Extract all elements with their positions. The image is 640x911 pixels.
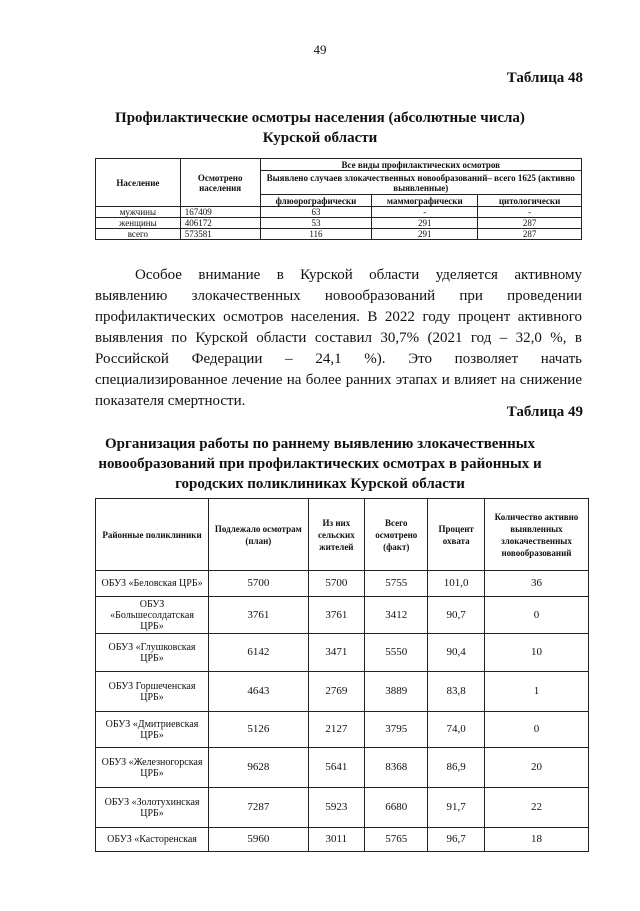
t49-cell: 5923 xyxy=(308,788,365,828)
t49-cell-clinic: ОБУЗ «Золотухинская ЦРБ» xyxy=(96,788,209,828)
t49-cell-clinic: ОБУЗ «Большесолдатская ЦРБ» xyxy=(96,597,209,634)
table-row xyxy=(96,597,589,634)
t49-cell-clinic: ОБУЗ «Касторенская xyxy=(96,828,209,852)
table-row xyxy=(96,218,582,229)
t48-cell: - xyxy=(478,207,582,218)
t48-cell: - xyxy=(372,207,478,218)
t49-header-percent: Процент охвата xyxy=(428,499,485,571)
t49-cell: 3412 xyxy=(365,597,428,634)
t49-cell: 0 xyxy=(484,597,588,634)
t49-cell: 5550 xyxy=(365,634,428,672)
table48-title xyxy=(0,108,640,148)
t48-cell: мужчины xyxy=(96,207,181,218)
t48-cell: 63 xyxy=(260,207,372,218)
t48-cell: 291 xyxy=(372,218,478,229)
table-row xyxy=(96,571,589,597)
t48-cell: 406172 xyxy=(180,218,260,229)
t49-cell: 18 xyxy=(484,828,588,852)
t49-header-planned: Подлежало осмотрам (план) xyxy=(209,499,309,571)
t49-cell: 8368 xyxy=(365,748,428,788)
t49-cell: 91,7 xyxy=(428,788,485,828)
t48-header-cyto: цитологически xyxy=(478,195,582,207)
t48-header-mammo: маммографически xyxy=(372,195,478,207)
table49 xyxy=(95,498,589,852)
t48-cell: 167409 xyxy=(180,207,260,218)
t49-cell-clinic: ОБУЗ «Железногорская ЦРБ» xyxy=(96,748,209,788)
t49-cell: 3471 xyxy=(308,634,365,672)
t49-cell: 5126 xyxy=(209,712,309,748)
t49-cell: 4643 xyxy=(209,672,309,712)
t49-cell: 10 xyxy=(484,634,588,672)
t48-cell: женщины xyxy=(96,218,181,229)
t48-cell: всего xyxy=(96,229,181,240)
t49-cell: 1 xyxy=(484,672,588,712)
t49-cell: 0 xyxy=(484,712,588,748)
t48-cell: 116 xyxy=(260,229,372,240)
t48-cell: 287 xyxy=(478,218,582,229)
table-row xyxy=(96,828,589,852)
t49-cell: 83,8 xyxy=(428,672,485,712)
t49-cell-clinic: ОБУЗ Горшеченская ЦРБ» xyxy=(96,672,209,712)
t48-header-all-types: Все виды профилактических осмотров xyxy=(260,159,581,171)
table49-title-line3: городских поликлиниках Курской области xyxy=(175,476,465,492)
t49-cell: 3889 xyxy=(365,672,428,712)
table49-label: Таблица 49 xyxy=(506,404,583,420)
t48-cell: 573581 xyxy=(180,229,260,240)
t48-cell: 287 xyxy=(478,229,582,240)
t48-header-fluoro: флюорографически xyxy=(260,195,372,207)
table48-title-line1: Профилактические осмотры населения (абсолютные числа) xyxy=(115,110,525,126)
t49-cell: 5641 xyxy=(308,748,365,788)
t48-header-examined: Осмотрено населения xyxy=(180,159,260,207)
t49-cell: 90,7 xyxy=(428,597,485,634)
table-row xyxy=(96,672,589,712)
table48-title-line2: Курской области xyxy=(262,130,378,146)
t49-cell: 5700 xyxy=(308,571,365,597)
t49-cell-clinic: ОБУЗ «Дмитриевская ЦРБ» xyxy=(96,712,209,748)
table-row xyxy=(96,207,582,218)
t49-cell: 86,9 xyxy=(428,748,485,788)
t49-cell: 36 xyxy=(484,571,588,597)
t49-cell: 2769 xyxy=(308,672,365,712)
t49-cell: 20 xyxy=(484,748,588,788)
body-paragraph: Особое внимание в Курской области уделяется активному выявлению злокачественных новообразований при проведении профилактических осмотров населения. В 2022 году процент активного выявления по Курской области составил 30,7% (2021 год – 32,0 %, в Российской Федерации – 24,1 %). Это позволяет начать специализированное лечение на более ранних этапах и влияет на снижение показателя смертности. xyxy=(95,267,582,409)
t49-cell-clinic: ОБУЗ «Беловская ЦРБ» xyxy=(96,571,209,597)
t49-cell: 5755 xyxy=(365,571,428,597)
t49-header-examined: Всего осмотрено (факт) xyxy=(365,499,428,571)
table48-label: Таблица 48 xyxy=(506,70,583,86)
table-row xyxy=(96,712,589,748)
t48-header-detected: Выявлено случаев злокачественных новообразований– всего 1625 (активно выявленные) xyxy=(260,171,581,195)
t49-header-rural: Из них сельских жителей xyxy=(308,499,365,571)
t49-cell: 3795 xyxy=(365,712,428,748)
t48-cell: 53 xyxy=(260,218,372,229)
t49-header-active: Количество активно выявленных злокачественных новообразований xyxy=(484,499,588,571)
t49-cell: 3761 xyxy=(209,597,309,634)
table48 xyxy=(95,158,582,240)
table-row xyxy=(96,229,582,240)
t49-cell: 5765 xyxy=(365,828,428,852)
page-number: 49 xyxy=(313,42,327,57)
t49-cell: 74,0 xyxy=(428,712,485,748)
t49-cell: 101,0 xyxy=(428,571,485,597)
t49-cell: 9628 xyxy=(209,748,309,788)
t49-cell: 7287 xyxy=(209,788,309,828)
t49-cell: 3011 xyxy=(308,828,365,852)
t49-cell: 5960 xyxy=(209,828,309,852)
t49-cell: 5700 xyxy=(209,571,309,597)
t48-header-population: Население xyxy=(96,159,181,207)
table-row xyxy=(96,748,589,788)
t49-cell: 3761 xyxy=(308,597,365,634)
table49-title-line1: Организация работы по раннему выявлению злокачественных xyxy=(105,436,535,452)
t48-cell: 291 xyxy=(372,229,478,240)
t49-cell-clinic: ОБУЗ «Глушковская ЦРБ» xyxy=(96,634,209,672)
t49-cell: 22 xyxy=(484,788,588,828)
t49-cell: 6680 xyxy=(365,788,428,828)
table-row xyxy=(96,634,589,672)
t49-cell: 90,4 xyxy=(428,634,485,672)
t49-cell: 96,7 xyxy=(428,828,485,852)
table49-title xyxy=(0,434,640,494)
t49-cell: 6142 xyxy=(209,634,309,672)
t49-header-clinic: Районные поликлиники xyxy=(96,499,209,571)
t49-cell: 2127 xyxy=(308,712,365,748)
table49-title-line2: новообразований при профилактических осмотрах в районных и xyxy=(98,456,542,472)
table-row xyxy=(96,788,589,828)
